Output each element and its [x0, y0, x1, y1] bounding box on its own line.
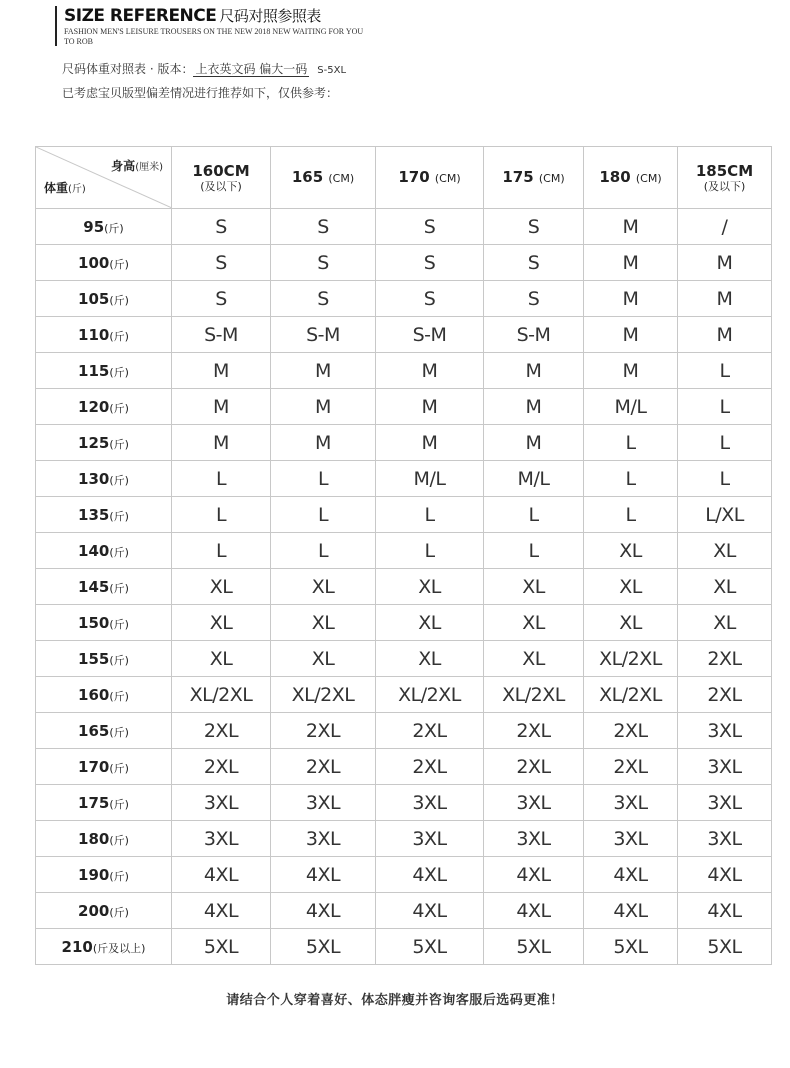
- size-cell: M: [172, 389, 271, 425]
- page-header: [55, 6, 374, 46]
- row-weight-unit: (斤及以上): [92, 941, 146, 955]
- row-weight-value: 100: [78, 253, 110, 272]
- size-cell: 4XL: [484, 857, 584, 893]
- size-cell: M: [678, 245, 772, 281]
- size-cell: XL: [376, 641, 484, 677]
- height-axis-label: 身高(厘米): [111, 159, 163, 173]
- table-row: [36, 389, 772, 425]
- size-cell: 4XL: [376, 893, 484, 929]
- row-weight-unit: (斤): [109, 869, 129, 883]
- size-cell: XL: [271, 569, 376, 605]
- size-cell: XL: [678, 605, 772, 641]
- size-cell: XL: [172, 569, 271, 605]
- size-cell: 2XL: [376, 749, 484, 785]
- size-cell: 3XL: [678, 749, 772, 785]
- intro-line-1: [62, 58, 346, 82]
- row-weight-value: 145: [78, 577, 110, 596]
- size-cell: 3XL: [376, 821, 484, 857]
- intro-version: 上衣英文码 偏大一码: [195, 62, 308, 76]
- size-cell: L: [376, 533, 484, 569]
- column-height-value: 170 (CM): [398, 167, 461, 186]
- size-cell: 2XL: [584, 713, 678, 749]
- size-cell: L: [678, 389, 772, 425]
- table-row: [36, 641, 772, 677]
- size-cell: L: [484, 533, 584, 569]
- size-cell: M: [584, 209, 678, 245]
- size-cell: 4XL: [172, 893, 271, 929]
- size-cell: L: [678, 353, 772, 389]
- column-header: [678, 147, 772, 209]
- column-height-value: 175 (CM): [502, 167, 565, 186]
- size-cell: S: [484, 281, 584, 317]
- intro-line-2: 已考虑宝贝版型偏差情况进行推荐如下，仅供参考：: [62, 86, 339, 100]
- size-cell: XL: [678, 569, 772, 605]
- weight-axis-label: 体重(斤): [44, 181, 86, 195]
- size-cell: S: [271, 281, 376, 317]
- table-row: [36, 749, 772, 785]
- row-weight-unit: (斤): [109, 293, 129, 307]
- size-cell: L: [584, 461, 678, 497]
- size-cell: S: [271, 245, 376, 281]
- size-cell: M: [484, 389, 584, 425]
- size-cell: 5XL: [376, 929, 484, 965]
- row-weight-unit: (斤): [109, 797, 129, 811]
- size-cell: M: [271, 353, 376, 389]
- size-cell: 3XL: [678, 821, 772, 857]
- size-cell: M: [584, 353, 678, 389]
- size-cell: M: [484, 353, 584, 389]
- intro-block: [62, 58, 346, 105]
- size-cell: L: [271, 497, 376, 533]
- table-row: [36, 605, 772, 641]
- row-weight-cell: [36, 641, 172, 677]
- footer-note: 请结合个人穿着喜好、体态胖瘦并咨询客服后选码更准！: [226, 993, 564, 1008]
- row-weight-cell: [36, 893, 172, 929]
- size-cell: 3XL: [584, 821, 678, 857]
- size-cell: S: [376, 281, 484, 317]
- size-cell: 3XL: [484, 785, 584, 821]
- size-cell: L: [271, 461, 376, 497]
- row-weight-value: 155: [78, 649, 110, 668]
- size-cell: S: [172, 245, 271, 281]
- column-height-value: 165 (CM): [291, 167, 355, 186]
- size-cell: XL/2XL: [376, 677, 484, 713]
- row-weight-unit: (斤): [109, 905, 129, 919]
- row-weight-cell: [36, 605, 172, 641]
- size-cell: M: [584, 281, 678, 317]
- row-weight-cell: [36, 713, 172, 749]
- column-header: [271, 147, 376, 209]
- row-weight-cell: [36, 929, 172, 965]
- row-weight-cell: [36, 281, 172, 317]
- size-cell: 2XL: [271, 713, 376, 749]
- size-cell: M/L: [584, 389, 678, 425]
- row-weight-cell: [36, 749, 172, 785]
- size-cell: 5XL: [584, 929, 678, 965]
- size-cell: M: [271, 389, 376, 425]
- column-unit: (CM): [538, 171, 565, 185]
- size-cell: 3XL: [678, 713, 772, 749]
- row-weight-value: 125: [78, 433, 110, 452]
- row-weight-unit: (斤): [109, 689, 129, 703]
- intro-range: S-5XL: [317, 65, 347, 76]
- size-cell: 3XL: [172, 821, 271, 857]
- size-cell: M: [678, 317, 772, 353]
- size-cell: S: [376, 209, 484, 245]
- size-cell: 5XL: [172, 929, 271, 965]
- row-weight-cell: [36, 857, 172, 893]
- row-weight-unit: (斤): [109, 545, 129, 559]
- table-row: [36, 821, 772, 857]
- row-weight-cell: [36, 569, 172, 605]
- row-weight-unit: (斤): [109, 617, 129, 631]
- row-weight-unit: (斤): [109, 509, 129, 523]
- table-header-row: [36, 147, 772, 209]
- size-cell: XL: [172, 641, 271, 677]
- size-cell: 5XL: [271, 929, 376, 965]
- row-weight-cell: [36, 317, 172, 353]
- table-row: [36, 353, 772, 389]
- row-weight-cell: [36, 425, 172, 461]
- row-weight-cell: [36, 353, 172, 389]
- row-weight-value: 95: [83, 217, 105, 236]
- size-cell: L: [172, 461, 271, 497]
- size-cell: XL: [172, 605, 271, 641]
- column-header: [172, 147, 271, 209]
- size-cell: 3XL: [376, 785, 484, 821]
- size-cell: L: [678, 425, 772, 461]
- size-cell: 2XL: [584, 749, 678, 785]
- column-header: [584, 147, 678, 209]
- size-cell: M: [172, 353, 271, 389]
- title-cn: 尺码对照参照表: [219, 7, 321, 25]
- size-cell: 4XL: [678, 857, 772, 893]
- size-cell: 2XL: [271, 749, 376, 785]
- row-weight-unit: (斤): [109, 365, 129, 379]
- size-cell: XL: [271, 641, 376, 677]
- size-cell: S-M: [172, 317, 271, 353]
- size-cell: L/XL: [678, 497, 772, 533]
- row-weight-value: 115: [78, 361, 110, 380]
- size-cell: 2XL: [678, 677, 772, 713]
- row-weight-unit: (斤): [109, 833, 129, 847]
- table-row: [36, 677, 772, 713]
- size-cell: XL: [584, 569, 678, 605]
- row-weight-value: 210: [61, 937, 93, 956]
- row-weight-cell: [36, 461, 172, 497]
- row-weight-value: 110: [78, 325, 110, 344]
- size-cell: XL: [678, 533, 772, 569]
- size-cell: M: [271, 425, 376, 461]
- size-cell: XL: [584, 605, 678, 641]
- size-cell: 3XL: [271, 821, 376, 857]
- table-corner-cell: [36, 147, 172, 209]
- size-cell: L: [172, 497, 271, 533]
- size-cell: M: [484, 425, 584, 461]
- row-weight-unit: (斤): [109, 473, 129, 487]
- column-height-value: 180 (CM): [599, 167, 662, 186]
- row-weight-unit: (斤): [109, 257, 129, 271]
- row-weight-value: 175: [78, 793, 110, 812]
- row-weight-cell: [36, 677, 172, 713]
- size-cell: 3XL: [678, 785, 772, 821]
- table-row: [36, 209, 772, 245]
- size-cell: M: [376, 353, 484, 389]
- size-cell: L: [584, 497, 678, 533]
- table-row: [36, 893, 772, 929]
- table-row: [36, 245, 772, 281]
- size-cell: 2XL: [484, 713, 584, 749]
- size-cell: XL: [484, 605, 584, 641]
- size-cell: S: [484, 209, 584, 245]
- table-row: [36, 497, 772, 533]
- size-cell: XL: [376, 605, 484, 641]
- size-cell: L: [484, 497, 584, 533]
- size-cell: XL/2XL: [172, 677, 271, 713]
- title-en: SIZE REFERENCE: [64, 6, 217, 26]
- size-cell: S: [172, 209, 271, 245]
- table-row: [36, 317, 772, 353]
- size-cell: 5XL: [678, 929, 772, 965]
- size-cell: S: [172, 281, 271, 317]
- intro-prefix: 尺码体重对照表 · 版本：: [62, 62, 194, 76]
- column-header: [376, 147, 484, 209]
- column-unit: (CM): [635, 171, 662, 185]
- size-cell: M: [584, 317, 678, 353]
- size-cell: 4XL: [172, 857, 271, 893]
- table-body: [36, 209, 772, 965]
- row-weight-cell: [36, 209, 172, 245]
- size-cell: M: [678, 281, 772, 317]
- size-cell: /: [678, 209, 772, 245]
- row-weight-unit: (斤): [109, 329, 129, 343]
- size-cell: XL/2XL: [584, 677, 678, 713]
- row-weight-cell: [36, 533, 172, 569]
- size-cell: S-M: [271, 317, 376, 353]
- size-cell: M/L: [376, 461, 484, 497]
- row-weight-cell: [36, 245, 172, 281]
- table-row: [36, 785, 772, 821]
- row-weight-cell: [36, 821, 172, 857]
- size-cell: 2XL: [172, 749, 271, 785]
- row-weight-unit: (斤): [104, 221, 124, 235]
- size-cell: M: [172, 425, 271, 461]
- size-cell: L: [584, 425, 678, 461]
- column-note: (及以下): [703, 179, 746, 193]
- column-height-value: 160CM: [192, 161, 250, 180]
- row-weight-unit: (斤): [109, 581, 129, 595]
- size-cell: 2XL: [484, 749, 584, 785]
- size-cell: 3XL: [271, 785, 376, 821]
- column-header: [484, 147, 584, 209]
- size-cell: XL: [484, 569, 584, 605]
- table-row: [36, 569, 772, 605]
- size-cell: 2XL: [376, 713, 484, 749]
- table-row: [36, 929, 772, 965]
- row-weight-value: 170: [78, 757, 110, 776]
- row-weight-unit: (斤): [109, 437, 129, 451]
- size-cell: L: [376, 497, 484, 533]
- row-weight-unit: (斤): [109, 401, 129, 415]
- size-table: [35, 146, 772, 965]
- column-unit: (CM): [328, 171, 355, 185]
- table-row: [36, 281, 772, 317]
- table-row: [36, 713, 772, 749]
- size-cell: XL: [376, 569, 484, 605]
- row-weight-value: 160: [78, 685, 110, 704]
- size-cell: S-M: [484, 317, 584, 353]
- size-cell: M: [376, 389, 484, 425]
- size-cell: 4XL: [584, 857, 678, 893]
- size-cell: 3XL: [172, 785, 271, 821]
- row-weight-unit: (斤): [109, 653, 129, 667]
- size-cell: S-M: [376, 317, 484, 353]
- row-weight-value: 165: [78, 721, 110, 740]
- size-cell: 2XL: [172, 713, 271, 749]
- size-cell: 2XL: [678, 641, 772, 677]
- size-cell: M: [584, 245, 678, 281]
- row-weight-value: 180: [78, 829, 110, 848]
- size-cell: 4XL: [376, 857, 484, 893]
- row-weight-value: 150: [78, 613, 110, 632]
- row-weight-value: 105: [78, 289, 110, 308]
- size-cell: L: [271, 533, 376, 569]
- page-title: [64, 6, 374, 26]
- table-row: [36, 461, 772, 497]
- column-height-value: 185CM: [695, 161, 754, 180]
- row-weight-unit: (斤): [109, 761, 129, 775]
- table-row: [36, 425, 772, 461]
- column-note: (及以下): [200, 179, 242, 193]
- size-cell: 4XL: [271, 857, 376, 893]
- size-cell: XL/2XL: [271, 677, 376, 713]
- row-weight-value: 190: [78, 865, 110, 884]
- size-cell: S: [484, 245, 584, 281]
- row-weight-unit: (斤): [109, 725, 129, 739]
- size-cell: 3XL: [484, 821, 584, 857]
- row-weight-value: 200: [78, 901, 110, 920]
- size-cell: M: [376, 425, 484, 461]
- size-cell: 4XL: [484, 893, 584, 929]
- size-cell: XL/2XL: [584, 641, 678, 677]
- size-cell: S: [376, 245, 484, 281]
- column-unit: (CM): [434, 171, 461, 185]
- size-cell: 5XL: [484, 929, 584, 965]
- row-weight-value: 140: [78, 541, 110, 560]
- row-weight-value: 120: [78, 397, 110, 416]
- size-cell: 4XL: [678, 893, 772, 929]
- size-cell: 4XL: [271, 893, 376, 929]
- row-weight-value: 135: [78, 505, 110, 524]
- row-weight-cell: [36, 785, 172, 821]
- size-cell: S: [271, 209, 376, 245]
- page-subtitle: FASHION MEN'S LEISURE TROUSERS ON THE NEW 2018 NEW WAITING FOR YOU TO ROB: [64, 27, 364, 46]
- size-cell: L: [172, 533, 271, 569]
- row-weight-cell: [36, 389, 172, 425]
- size-cell: M/L: [484, 461, 584, 497]
- size-cell: XL: [271, 605, 376, 641]
- row-weight-value: 130: [78, 469, 110, 488]
- size-cell: L: [678, 461, 772, 497]
- size-cell: XL: [584, 533, 678, 569]
- size-cell: XL: [484, 641, 584, 677]
- table-row: [36, 857, 772, 893]
- size-cell: XL/2XL: [484, 677, 584, 713]
- table-row: [36, 533, 772, 569]
- size-cell: 3XL: [584, 785, 678, 821]
- row-weight-cell: [36, 497, 172, 533]
- size-cell: 4XL: [584, 893, 678, 929]
